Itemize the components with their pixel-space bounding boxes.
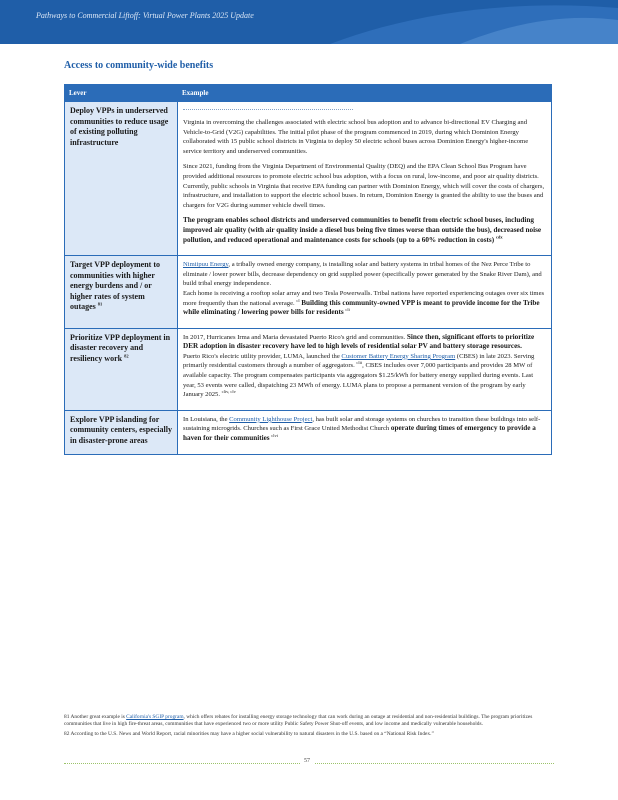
column-header-example: Example xyxy=(178,85,552,102)
footnotes xyxy=(64,714,554,742)
example-cell xyxy=(178,410,552,454)
footnote-ref: 82 xyxy=(124,353,129,359)
table-header-row xyxy=(65,85,552,102)
example-paragraph: Since 2021, funding from the Virginia Department of Environmental Quality (DEQ) and the EPA Clean School Bus Program have provided additional resources to promote electric school bus adoption, with a focus on rural, low-income, and poor air quality districts. Currently, public schools in Virginia that receive EPA funding can partner with Dominion Energy, which will cover the costs of chargers, infrastructure, and installation to support the electric school buses. In return, Dominion Energy is granted the ability to use the buses and chargers for V2G during summer vehicle dwell times. xyxy=(183,163,545,209)
lever-cell xyxy=(65,328,178,410)
table-row xyxy=(65,256,552,329)
table-row xyxy=(65,410,552,454)
lever-cell xyxy=(65,410,178,454)
lever-text: Target VPP deployment to communities with higher energy burdens and / or higher rates of system outages xyxy=(70,260,160,312)
example-highlight: Building this community-owned VPP is meant to provide income for the Tribe while eliminating / lowering power bills for residents xyxy=(183,298,540,317)
banner-decoration xyxy=(0,0,618,44)
example-paragraph: Puerto Rico's electric utility provider, LUMA, launched the Customer Battery Energy Sharing Program (CBES) in late 2023. Serving primarily residential customers through a number of aggregators. $^{clii}$, CBES includes over 7,000 participants and provides 28 MW of available capacity. The program compensates participants via aggregators $1.25/kWh for battery energy supplied during events. Last year, 53 events were called, dispatching 23 MWh of energy. LUMA plans to propose a permanent version of the program by early January 2025. $^{cliv, clv}$ xyxy=(183,352,535,399)
citation: cli xyxy=(345,306,350,312)
lever-cell xyxy=(65,256,178,329)
banner-title: Pathways to Commercial Liftoff: Virtual Power Plants 2025 Update xyxy=(36,11,254,20)
example-paragraph: Each home is receiving a rooftop solar array and two Tesla Powerwalls. Tribal nations have reported experiencing outages over six times more frequently than the national average. $^{cl}$ Building this community-owned VPP is meant to provide income for the Tribe while eliminating / lowering power bills for residents $^{cli}$ xyxy=(183,289,545,317)
example-highlight: operate during times of emergency to provide a haven for their communities xyxy=(183,424,536,443)
example-paragraph: Virginia in overcoming the challenges associated with electric school bus adoption and to advance bi-directional EV Charging and Vehicle-to-Grid (V2G) capabilities. The initial pilot phase of the program commenced in 2019, during which Dominion Energy collaborated with 15 public school districts in Virginia to deploy 50 electric school buses across Dominion Energy's higher-income service territory and underserved communities. xyxy=(183,119,529,155)
example-highlight: Since then, significant efforts to prioritize DER adoption in disaster recovery have led to high levels of residential solar PV and battery storage resources. xyxy=(183,332,535,351)
sgip-program-link[interactable]: California's SGIP program xyxy=(126,714,184,720)
divider xyxy=(183,109,353,110)
example-paragraph: In Louisiana, the Community Lighthouse Project, has built solar and storage systems on churches to transition these buildings into self-sustaining microgrids. Churches such as First Grace United Methodist Church operate during times of emergency to provide a haven for their communities $^{clvi}$ xyxy=(183,415,541,443)
lever-text: Explore VPP islanding for community centers, especially in disaster-prone areas xyxy=(70,414,172,445)
citation: clii xyxy=(356,360,363,366)
lever-text: Deploy VPPs in underserved communities to reduce usage of existing polluting infrastructure xyxy=(70,106,169,147)
nimiipuu-energy-link[interactable]: Nimiipuu Energy xyxy=(183,261,229,269)
benefits-table xyxy=(64,84,552,455)
citation: clvi xyxy=(271,432,278,438)
section-title: Access to community-wide benefits xyxy=(64,60,214,71)
citation: cl xyxy=(296,297,300,303)
table-row xyxy=(65,328,552,410)
example-cell xyxy=(178,328,552,410)
example-highlight: The program enables school districts and underserved communities to benefit from electric school buses, including improved air quality (with air quality inside a diesel bus being five times worse than outside the bus), decreased noise pollution, and reduced operational and maintenance costs for schools (up to a 60% reduction in costs) $^{cdx}$ xyxy=(183,216,542,244)
footnote-82: 82 According to the U.S. News and World Report, racial minorities may have a higher social vulnerability to natural disasters in the U.S. based on a “National Risk Index.” xyxy=(64,731,434,738)
citation: cdx xyxy=(495,234,503,240)
example-paragraph: In 2017, Hurricanes Irma and Maria devastated Puerto Rico's grid and communities. Since then, significant efforts to prioritize DER adoption in disaster recovery have led to high levels of residential solar PV and battery storage resources. xyxy=(183,332,535,351)
column-header-lever: Lever xyxy=(65,85,178,102)
example-cell xyxy=(178,102,552,256)
example-cell xyxy=(178,256,552,329)
cbes-program-link[interactable]: Customer Battery Energy Sharing Program xyxy=(341,352,456,360)
footnote-81: 81 Another great example is California's SGIP program, which offers rebates for installing energy storage technology that can work during an outage at residential and non-residential buildings. The program prioritizes communities that live in high fire-threat areas, communities that have experienced two or more utility Public Safety Power Shut-off events, and low income and medically vulnerable households. xyxy=(64,714,533,728)
table-row xyxy=(65,102,552,256)
footnote-ref: 81 xyxy=(97,301,103,307)
header-banner xyxy=(0,0,618,44)
citation: cliv, clv xyxy=(221,389,236,395)
example-paragraph: Nimiipuu Energy, a tribally owned energy company, is installing solar and battery systems in tribal homes of the Nez Perce Tribe to eliminate / lower power bills, decrease dependency on grid supplied power (specifically power generated by the Snake River Dam), and build tribal energy independence. xyxy=(183,261,542,288)
community-lighthouse-link[interactable]: Community Lighthouse Project xyxy=(229,415,313,423)
page-number: 57 xyxy=(300,758,314,764)
lever-text: Prioritize VPP deployment in disaster recovery and resiliency work xyxy=(70,332,171,363)
lever-cell xyxy=(65,102,178,256)
